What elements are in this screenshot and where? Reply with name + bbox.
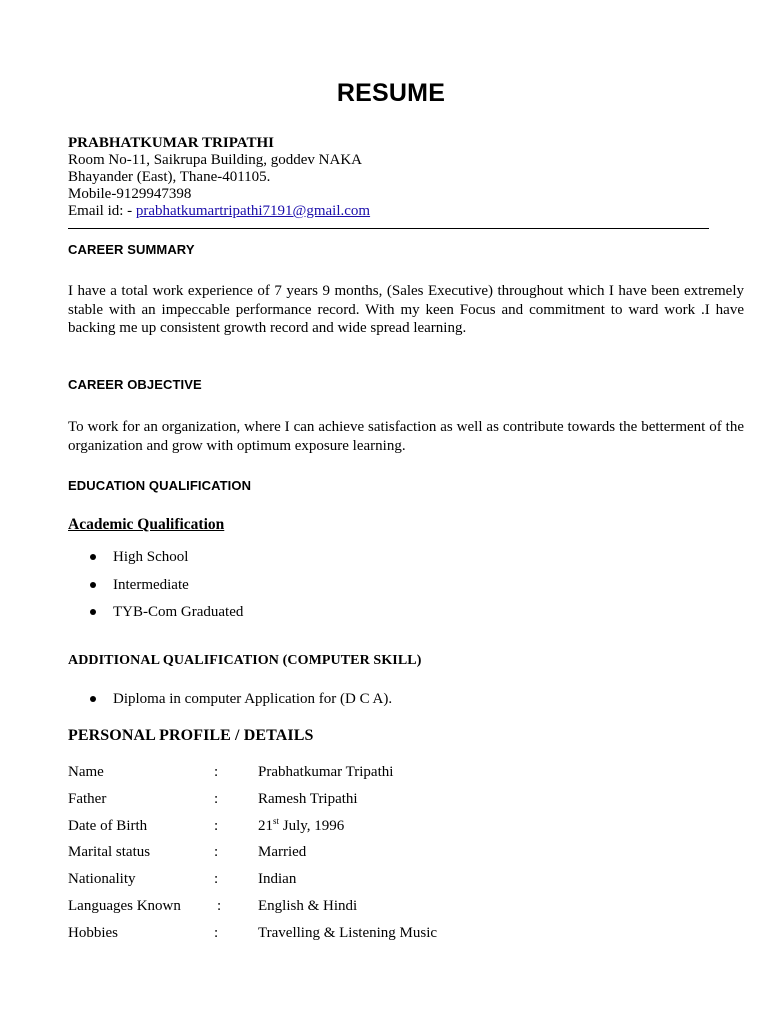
academic-list	[88, 548, 243, 631]
personal-profile-heading: PERSONAL PROFILE / DETAILS	[68, 727, 314, 744]
detail-value: Prabhatkumar Tripathi	[258, 764, 394, 780]
table-row	[68, 763, 568, 790]
additional-list	[88, 690, 392, 718]
email-link[interactable]: prabhatkumartripathi7191@gmail.com	[135, 203, 371, 219]
table-row	[68, 817, 568, 844]
list-item	[88, 690, 392, 718]
detail-label: Hobbies	[68, 924, 118, 941]
career-summary-heading: CAREER SUMMARY	[68, 242, 195, 257]
table-row	[68, 790, 568, 817]
detail-label: Languages Known	[68, 897, 181, 914]
personal-details-table	[68, 763, 568, 951]
address-line-1: Room No-11, Saikrupa Building, goddev NAKA	[68, 152, 363, 168]
list-item	[88, 576, 243, 604]
dob-day: 21	[258, 817, 273, 834]
additional-qualification-heading: ADDITIONAL QUALIFICATION (COMPUTER SKILL)	[68, 653, 422, 668]
detail-value: Travelling & Listening Music	[258, 924, 438, 941]
bullet-icon	[90, 696, 96, 702]
detail-separator: :	[214, 790, 219, 807]
bullet-icon	[90, 582, 96, 588]
detail-label: Date of Birth	[68, 817, 148, 834]
dob-rest: July, 1996	[279, 817, 345, 834]
detail-separator: :	[214, 817, 219, 834]
detail-separator: :	[214, 844, 219, 861]
academic-qualification-heading: Academic Qualification	[68, 516, 225, 533]
candidate-name: PRABHATKUMAR TRIPATHI	[68, 135, 274, 151]
email-label: Email id: -	[68, 203, 136, 219]
detail-label: Nationality	[68, 871, 136, 888]
address-line-2: Bhayander (East), Thane-401105.	[68, 169, 271, 185]
detail-value: Ramesh Tripathi	[258, 790, 358, 807]
table-row	[68, 924, 568, 951]
email-line	[68, 203, 370, 220]
detail-separator: :	[214, 764, 219, 780]
bullet-icon	[90, 554, 96, 560]
list-item-label: High School	[113, 549, 189, 565]
contact-block	[68, 135, 370, 220]
detail-label: Father	[68, 790, 107, 807]
header-divider	[68, 228, 709, 229]
dob-ordinal: st	[273, 815, 280, 826]
career-summary-text: I have a total work experience of 7 years 9 months, (Sales Executive) throughout which I have been extremely stable with an impeccable performance record. With my keen Focus and commitment to ward work .I have backing me up consistent growth record and wide spread learning.	[68, 283, 744, 336]
detail-label: Marital status	[68, 844, 151, 861]
table-row	[68, 870, 568, 897]
detail-value: Married	[258, 844, 307, 861]
list-item	[88, 548, 243, 576]
detail-separator: :	[214, 871, 219, 888]
table-row	[68, 843, 568, 870]
list-item-label: Diploma in computer Application for (D C A).	[113, 691, 393, 707]
list-item	[88, 603, 243, 631]
detail-value: Indian	[258, 871, 297, 888]
detail-value	[258, 817, 344, 835]
resume-title: RESUME	[336, 79, 446, 107]
bullet-icon	[90, 609, 96, 615]
detail-separator: :	[214, 924, 219, 941]
career-objective-heading: CAREER OBJECTIVE	[68, 377, 202, 392]
mobile-number: Mobile-9129947398	[68, 186, 192, 202]
list-item-label: Intermediate	[113, 576, 189, 593]
detail-value: English & Hindi	[258, 897, 358, 914]
list-item-label: TYB-Com Graduated	[113, 604, 244, 620]
detail-label: Name	[68, 764, 104, 780]
table-row	[68, 897, 568, 924]
detail-separator: :	[217, 897, 222, 914]
education-heading: EDUCATION QUALIFICATION	[68, 478, 252, 493]
career-objective-text: To work for an organization, where I can achieve satisfaction as well as contribute towards the betterment of the organization and grow with optimum exposure learning.	[68, 419, 744, 454]
